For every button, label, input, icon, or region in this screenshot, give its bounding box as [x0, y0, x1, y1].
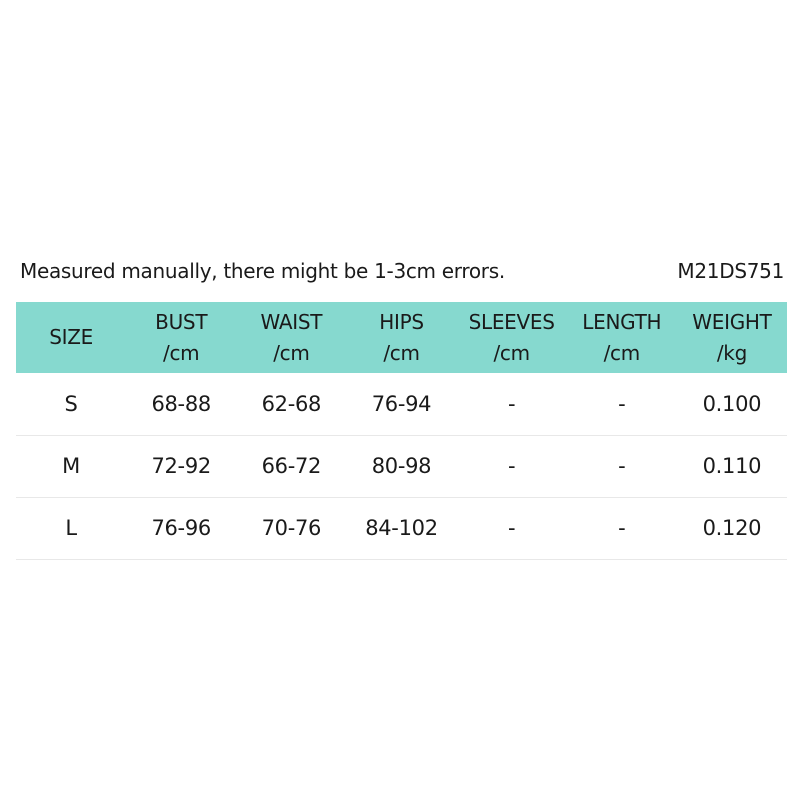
cell-waist: 62-68 — [261, 391, 322, 416]
cell-size: M — [62, 454, 80, 478]
cell-sleeves: - — [507, 391, 516, 416]
header-label: LENGTH — [582, 309, 662, 334]
header-hips — [346, 302, 456, 373]
header-waist — [236, 302, 346, 373]
cell-length: - — [618, 454, 626, 478]
cell-weight: 0.110 — [702, 454, 762, 478]
size-chart-table — [16, 302, 787, 560]
measurement-note: Measured manually, there might be 1-3cm errors. — [20, 259, 505, 283]
cell-bust: 76-96 — [151, 516, 211, 540]
cell-bust: 68-88 — [151, 391, 211, 416]
header-label: HIPS — [379, 309, 424, 334]
header-unit: /cm — [273, 340, 310, 365]
header-unit: /cm — [383, 340, 420, 365]
header-label: WAIST — [260, 309, 323, 334]
cell-weight: 0.100 — [702, 391, 762, 416]
header-label: SLEEVES — [468, 309, 555, 334]
cell-hips: 84-102 — [365, 516, 438, 540]
cell-size: L — [65, 516, 77, 540]
header-unit: /cm — [163, 340, 200, 365]
cell-length: - — [618, 391, 626, 416]
header-label: SIZE — [49, 325, 93, 349]
header-unit: /kg — [716, 340, 747, 365]
cell-hips: 80-98 — [371, 454, 432, 478]
cell-length: - — [618, 516, 626, 540]
cell-hips: 76-94 — [371, 391, 432, 416]
header-unit: /cm — [603, 340, 640, 365]
cell-waist: 66-72 — [261, 454, 322, 478]
header-sleeves — [457, 302, 567, 373]
header-unit: /cm — [493, 340, 530, 365]
header-bust — [126, 302, 236, 373]
table-row — [16, 435, 787, 497]
cell-weight: 0.120 — [702, 516, 762, 540]
table-row — [16, 497, 787, 559]
header-length — [567, 302, 677, 373]
header-size — [16, 302, 126, 373]
cell-waist: 70-76 — [261, 516, 322, 540]
table-row — [16, 373, 787, 435]
header-weight — [677, 302, 787, 373]
cell-size: S — [64, 391, 78, 416]
product-code: M21DS751 — [677, 259, 784, 283]
table-header-row — [16, 302, 787, 373]
cell-sleeves: - — [507, 454, 516, 478]
cell-sleeves: - — [507, 516, 516, 540]
note-row — [20, 256, 784, 286]
header-label: WEIGHT — [692, 309, 772, 334]
header-label: BUST — [155, 309, 208, 334]
cell-bust: 72-92 — [151, 454, 211, 478]
